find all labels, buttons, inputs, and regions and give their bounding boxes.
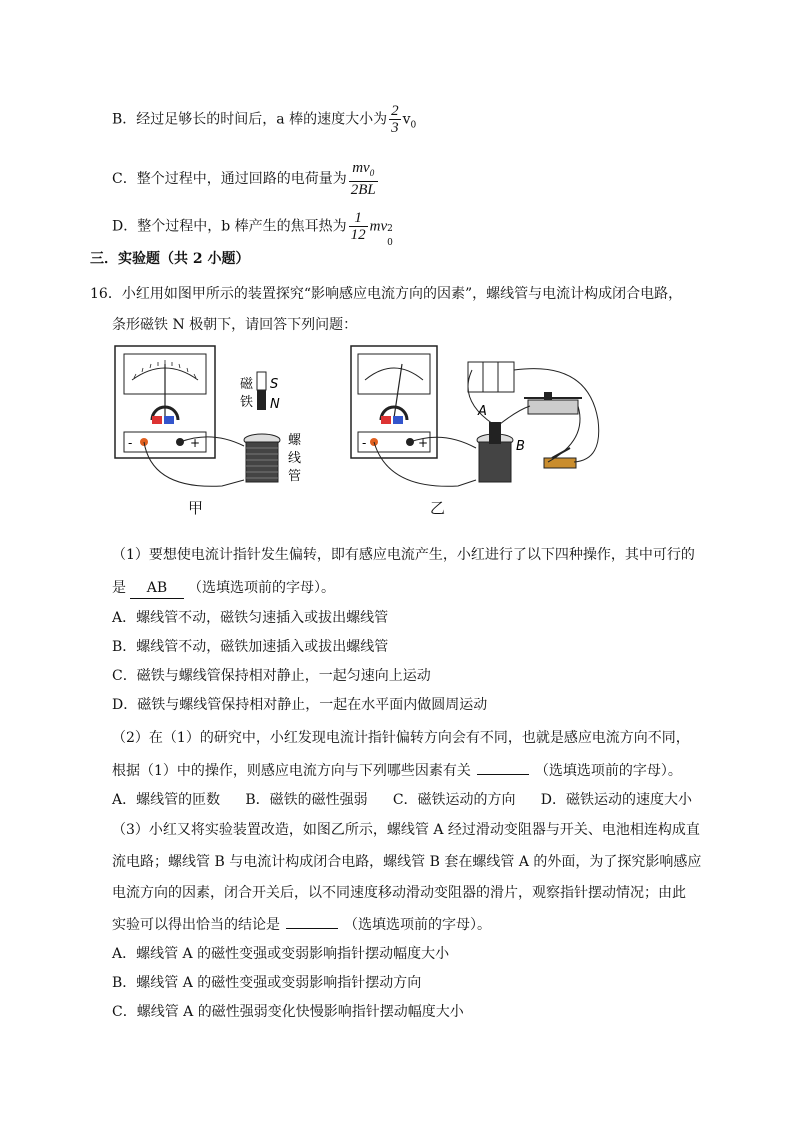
- option-c: [112, 160, 380, 198]
- option-c-text: C．整个过程中，通过回路的电荷量为: [112, 171, 347, 187]
- coil-label-2: 线: [288, 451, 302, 466]
- p3-line4: [112, 914, 491, 935]
- figure-label-jia: 甲: [188, 499, 204, 517]
- p3-option: C．螺线管 A 的磁性强弱变化快慢影响指针摆动幅度大小: [112, 1004, 464, 1020]
- subscript: 0: [369, 168, 375, 178]
- p3-blank[interactable]: [286, 914, 338, 929]
- pole-n-label: N: [270, 397, 280, 412]
- magnet-label-1: 磁: [240, 377, 254, 392]
- p1-prefix: 是: [112, 580, 126, 596]
- p3-option: A．螺线管 A 的磁性变强或变弱影响指针摆动幅度大小: [112, 946, 450, 962]
- coil-a-label: A: [478, 404, 487, 419]
- pole-s-label: S: [270, 377, 279, 392]
- coil-label-1: 螺: [288, 433, 302, 448]
- wire: [514, 369, 599, 462]
- p1-suffix: （选填选项前的字母）。: [188, 580, 335, 596]
- p1-option: D．磁铁与螺线管保持相对静止，一起在水平面内做圆周运动: [112, 697, 488, 713]
- p2-line2: [112, 760, 682, 781]
- p3-prefix: 实验可以得出恰当的结论是: [112, 917, 280, 933]
- plus-label: +: [418, 436, 429, 450]
- p2-options: [112, 790, 692, 810]
- p2-option: B．磁铁的磁性强弱: [245, 792, 368, 808]
- option-d-tail: mv: [369, 218, 388, 235]
- subscript: 0: [387, 237, 393, 248]
- p3-line2: 流电路；螺线管 B 与电流计构成闭合电路，螺线管 B 套在螺线管 A 的外面，为了探究影响感应: [112, 854, 702, 870]
- figure-label-yi: 乙: [430, 499, 446, 517]
- coil-label-3: 管: [288, 469, 302, 484]
- p1-option: C．磁铁与螺线管保持相对静止，一起匀速向上运动: [112, 668, 431, 684]
- q16-stem-line2: 条形磁铁 N 极朝下，请回答下列问题：: [112, 317, 358, 333]
- p1-option: B．螺线管不动，磁铁加速插入或拔出螺线管: [112, 639, 389, 655]
- option-d: [112, 210, 395, 248]
- fraction: [349, 160, 378, 198]
- battery: [468, 362, 514, 392]
- p2-line1: （2）在（1）的研究中，小红发现电流计指针偏转方向会有不同，也就是感应电流方向不同，: [112, 730, 690, 746]
- fraction-denominator: 12: [350, 227, 366, 243]
- p1-line1: （1）要想使电流计指针发生偏转，即有感应电流产生，小红进行了以下四种操作，其中可行的: [112, 547, 695, 563]
- p2-option: D．磁铁运动的速度大小: [540, 792, 692, 808]
- fraction-numerator: [349, 160, 378, 182]
- minus-label: -: [362, 436, 367, 450]
- p3-line1: （3）小红又将实验装置改造，如图乙所示，螺线管 A 经过滑动变阻器与开关、电池相连构成直: [112, 822, 700, 838]
- p3-line3: 电流方向的因素，闭合开关后，以不同速度移动滑动变阻器的滑片，观察指针摆动情况；由此: [112, 885, 686, 901]
- p1-answer: AB: [130, 578, 184, 599]
- fraction-denominator: 2BL: [350, 182, 376, 198]
- subscript: 0: [410, 120, 417, 131]
- magnet-label-2: 铁: [240, 395, 254, 410]
- p2-option: C．磁铁运动的方向: [392, 792, 516, 808]
- p2-prefix: 根据（1）中的操作，则感应电流方向与下列哪些因素有关: [112, 763, 471, 779]
- p3-suffix: （选填选项前的字母）。: [344, 917, 491, 933]
- magnet: [257, 372, 266, 410]
- numerator-text: mv: [352, 160, 370, 176]
- fraction-numerator: 1: [349, 210, 368, 227]
- option-b: [112, 103, 416, 136]
- figure-jia: [112, 340, 312, 500]
- minus-label: -: [128, 436, 133, 450]
- figure-yi: [348, 340, 618, 500]
- option-b-text: B．经过足够长的时间后，a 棒的速度大小为: [112, 111, 388, 128]
- p2-suffix: （选填选项前的字母）。: [534, 763, 682, 779]
- p2-option: A．螺线管的匝数: [112, 792, 221, 808]
- coil-b-label: B: [516, 439, 525, 454]
- p1-line2: [112, 578, 335, 599]
- option-d-text: D．整个过程中，b 棒产生的焦耳热为: [112, 218, 347, 235]
- p2-blank[interactable]: [477, 760, 529, 775]
- fraction: [349, 210, 368, 243]
- fraction-numerator: 2: [391, 103, 399, 119]
- switch: [544, 448, 576, 468]
- section-title: 三．实验题（共 2 小题）: [90, 251, 250, 267]
- fraction-denominator: 3: [391, 120, 399, 136]
- solenoid-b: [477, 422, 513, 482]
- option-b-tail: v: [402, 111, 411, 128]
- rheostat: [524, 392, 582, 414]
- fraction: [389, 103, 401, 136]
- plus-label: +: [190, 436, 201, 450]
- wire: [500, 406, 530, 424]
- q16-stem-line1: 16．小红用如图甲所示的装置探究“影响感应电流方向的因素”，螺线管与电流计构成闭合电路，: [90, 286, 683, 302]
- solenoid: [244, 434, 280, 482]
- p1-option: A．螺线管不动，磁铁匀速插入或拔出螺线管: [112, 610, 389, 626]
- superscript: 2: [387, 223, 393, 234]
- p3-option: B．螺线管 A 的磁性变强或变弱影响指针摆动方向: [112, 975, 422, 991]
